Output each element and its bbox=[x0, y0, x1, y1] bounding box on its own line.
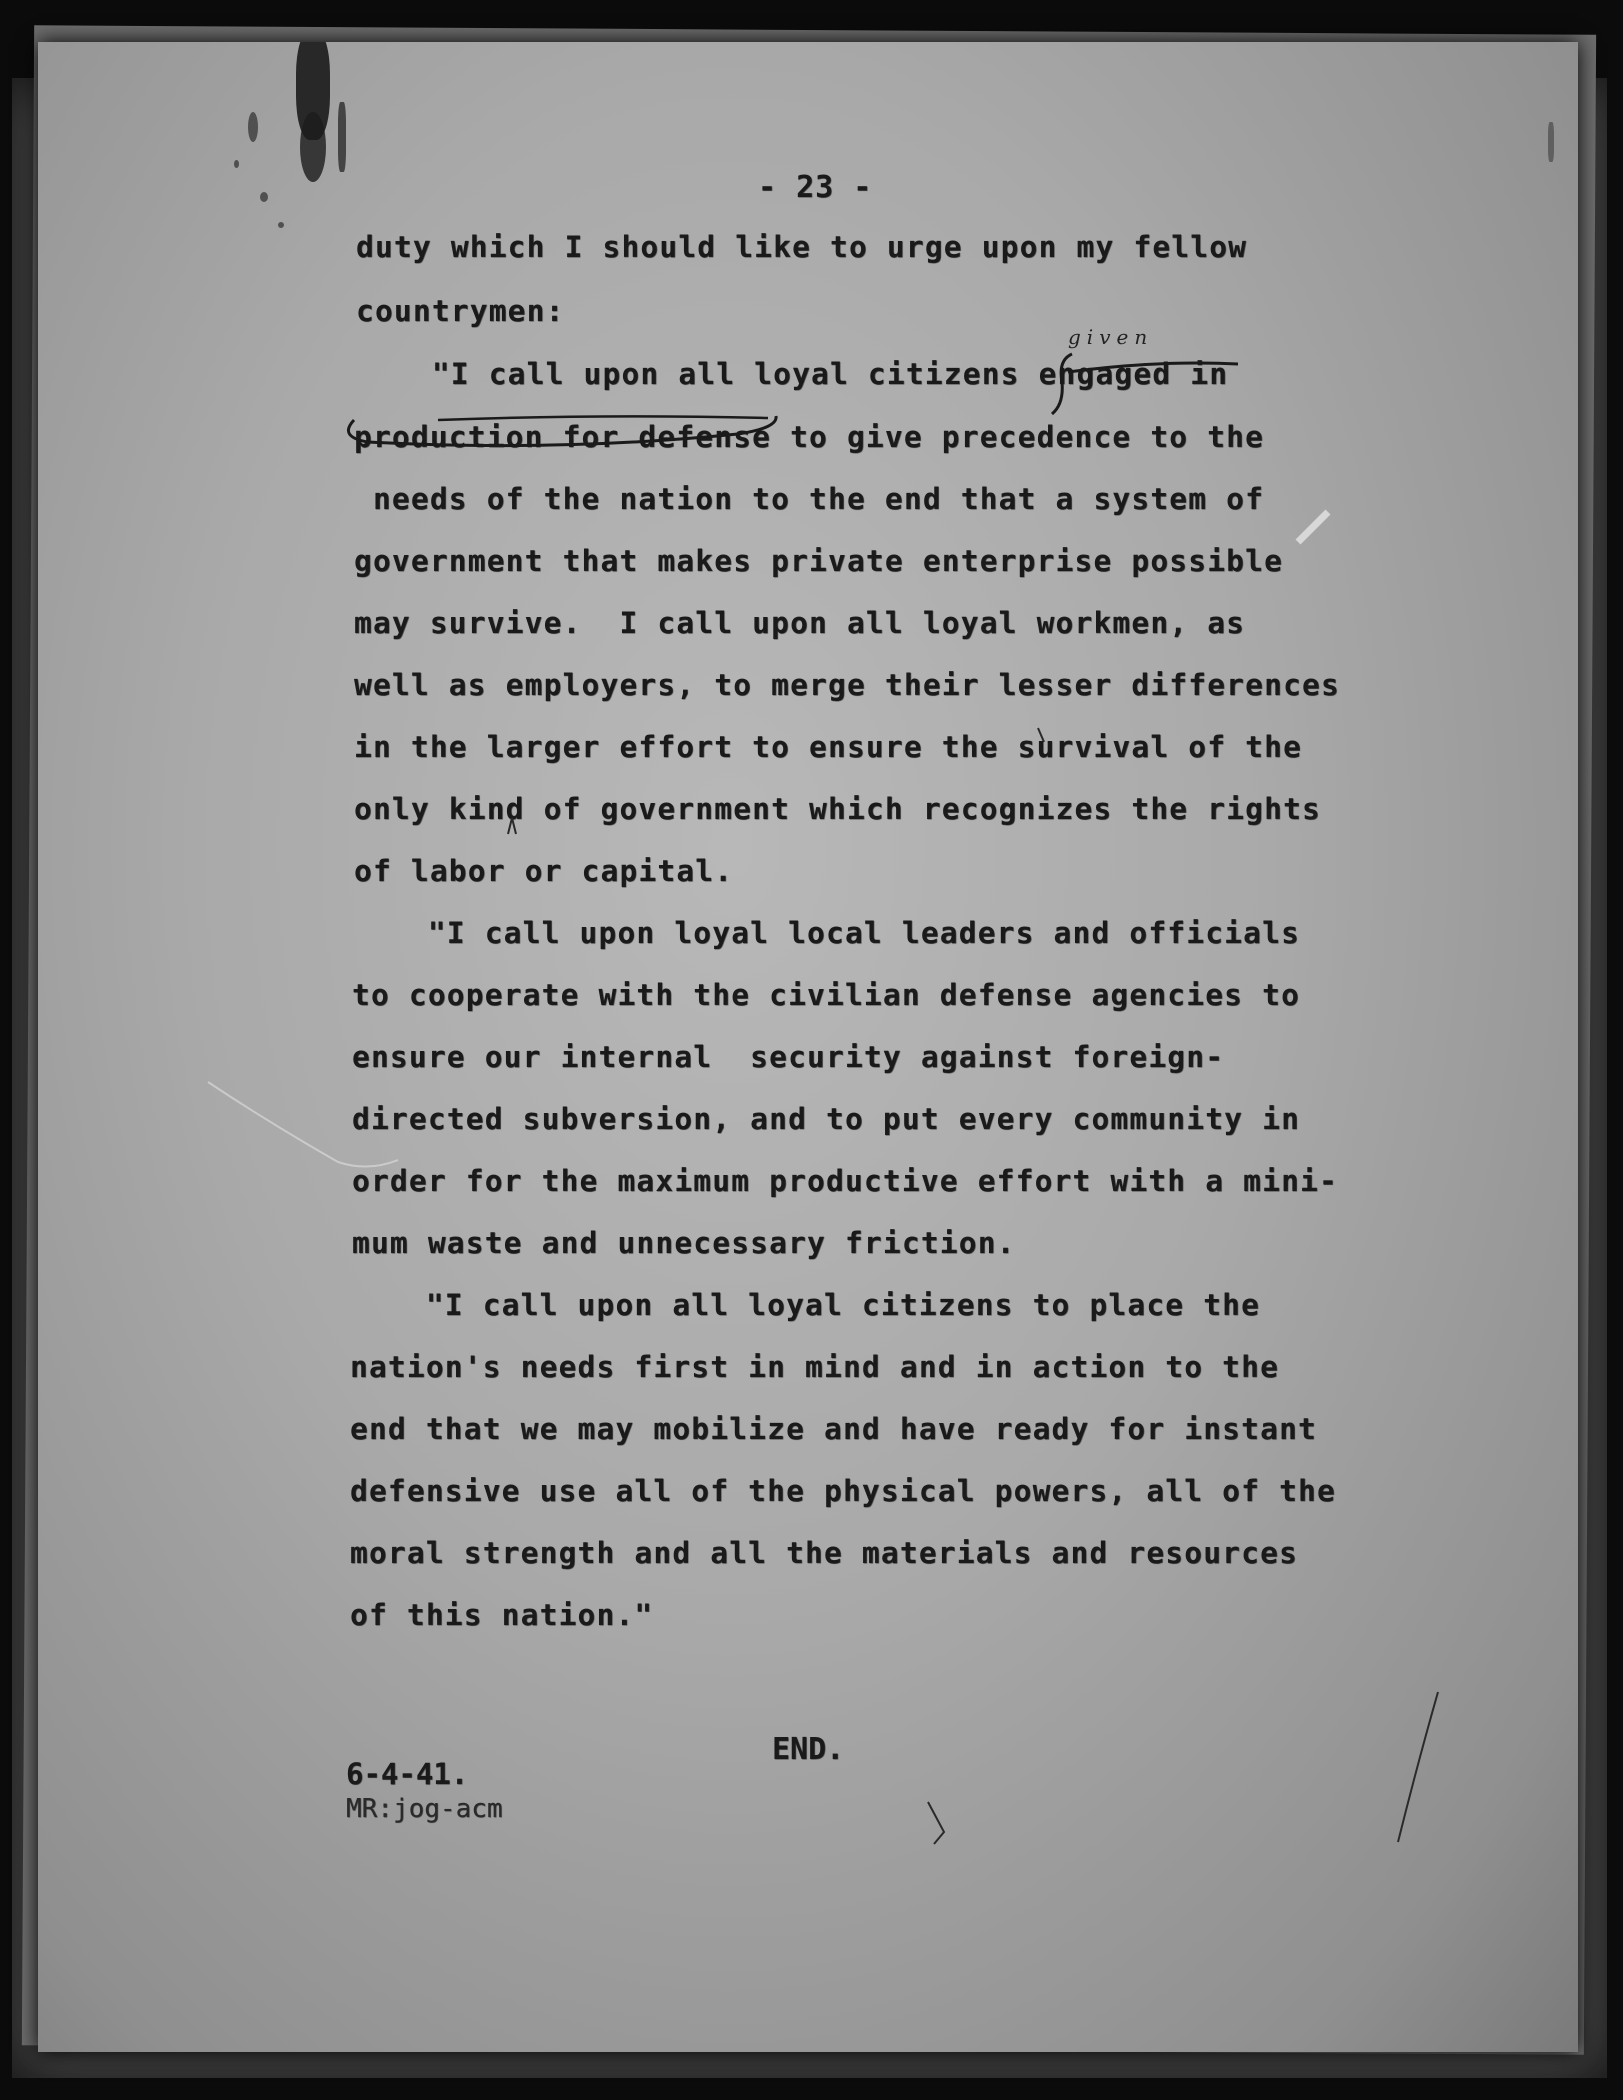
text-line: "I call upon loyal local leaders and officials bbox=[352, 916, 1301, 950]
text-line: well as employers, to merge their lesser differences bbox=[354, 668, 1340, 702]
text-line: duty which I should like to urge upon my fellow bbox=[356, 230, 1248, 264]
text-line: only kind of government which recognizes the rights bbox=[354, 792, 1321, 826]
text-line: "I call upon all loyal citizens to place the bbox=[350, 1288, 1261, 1322]
pencil-mark bbox=[928, 1802, 944, 1844]
page-number: - 23 - bbox=[758, 170, 873, 205]
typist-initials: MR:jog-acm bbox=[346, 1794, 503, 1824]
text-line: directed subversion, and to put every community in bbox=[352, 1102, 1301, 1136]
document-page bbox=[38, 42, 1578, 2052]
strike-line bbox=[438, 416, 768, 420]
text-line: production for defense to give precedence to the bbox=[354, 420, 1265, 454]
handwritten-edits bbox=[38, 42, 1578, 2052]
text-line: may survive. I call upon all loyal workmen, as bbox=[354, 606, 1246, 640]
insert-bracket bbox=[1052, 354, 1072, 414]
text-line: moral strength and all the materials and resources bbox=[350, 1536, 1299, 1570]
text-line: of this nation." bbox=[350, 1598, 654, 1632]
text-line: ensure our internal security against foreign- bbox=[352, 1040, 1225, 1074]
text-line: end that we may mobilize and have ready for instant bbox=[350, 1412, 1317, 1446]
text-line: countrymen: bbox=[356, 294, 565, 328]
text-line: government that makes private enterprise possible bbox=[354, 544, 1284, 578]
strike-line bbox=[1068, 363, 1238, 372]
strike-loop bbox=[348, 416, 776, 446]
pencil-stroke bbox=[1398, 1692, 1438, 1842]
text-line: order for the maximum productive effort with a mini- bbox=[352, 1164, 1338, 1198]
paper-crease bbox=[208, 1082, 398, 1167]
text-line: to cooperate with the civilian defense agencies to bbox=[352, 978, 1301, 1012]
text-line: "I call upon all loyal citizens engaged in bbox=[356, 357, 1229, 391]
text-line: needs of the nation to the end that a system of bbox=[354, 482, 1265, 516]
text-line: of labor or capital. bbox=[354, 854, 734, 888]
end-mark: END. bbox=[772, 1732, 845, 1767]
paper-nick bbox=[1298, 512, 1328, 542]
text-line: in the larger effort to ensure the survival of the bbox=[354, 730, 1303, 764]
pencil-mark bbox=[1038, 728, 1044, 742]
handwritten-insert: given bbox=[1068, 325, 1154, 349]
caret-mark bbox=[508, 818, 516, 834]
text-line: nation's needs first in mind and in action to the bbox=[350, 1350, 1280, 1384]
document-date: 6-4-41. bbox=[346, 1757, 469, 1791]
text-line: defensive use all of the physical powers, all of the bbox=[350, 1474, 1336, 1508]
text-line: mum waste and unnecessary friction. bbox=[352, 1226, 1016, 1260]
